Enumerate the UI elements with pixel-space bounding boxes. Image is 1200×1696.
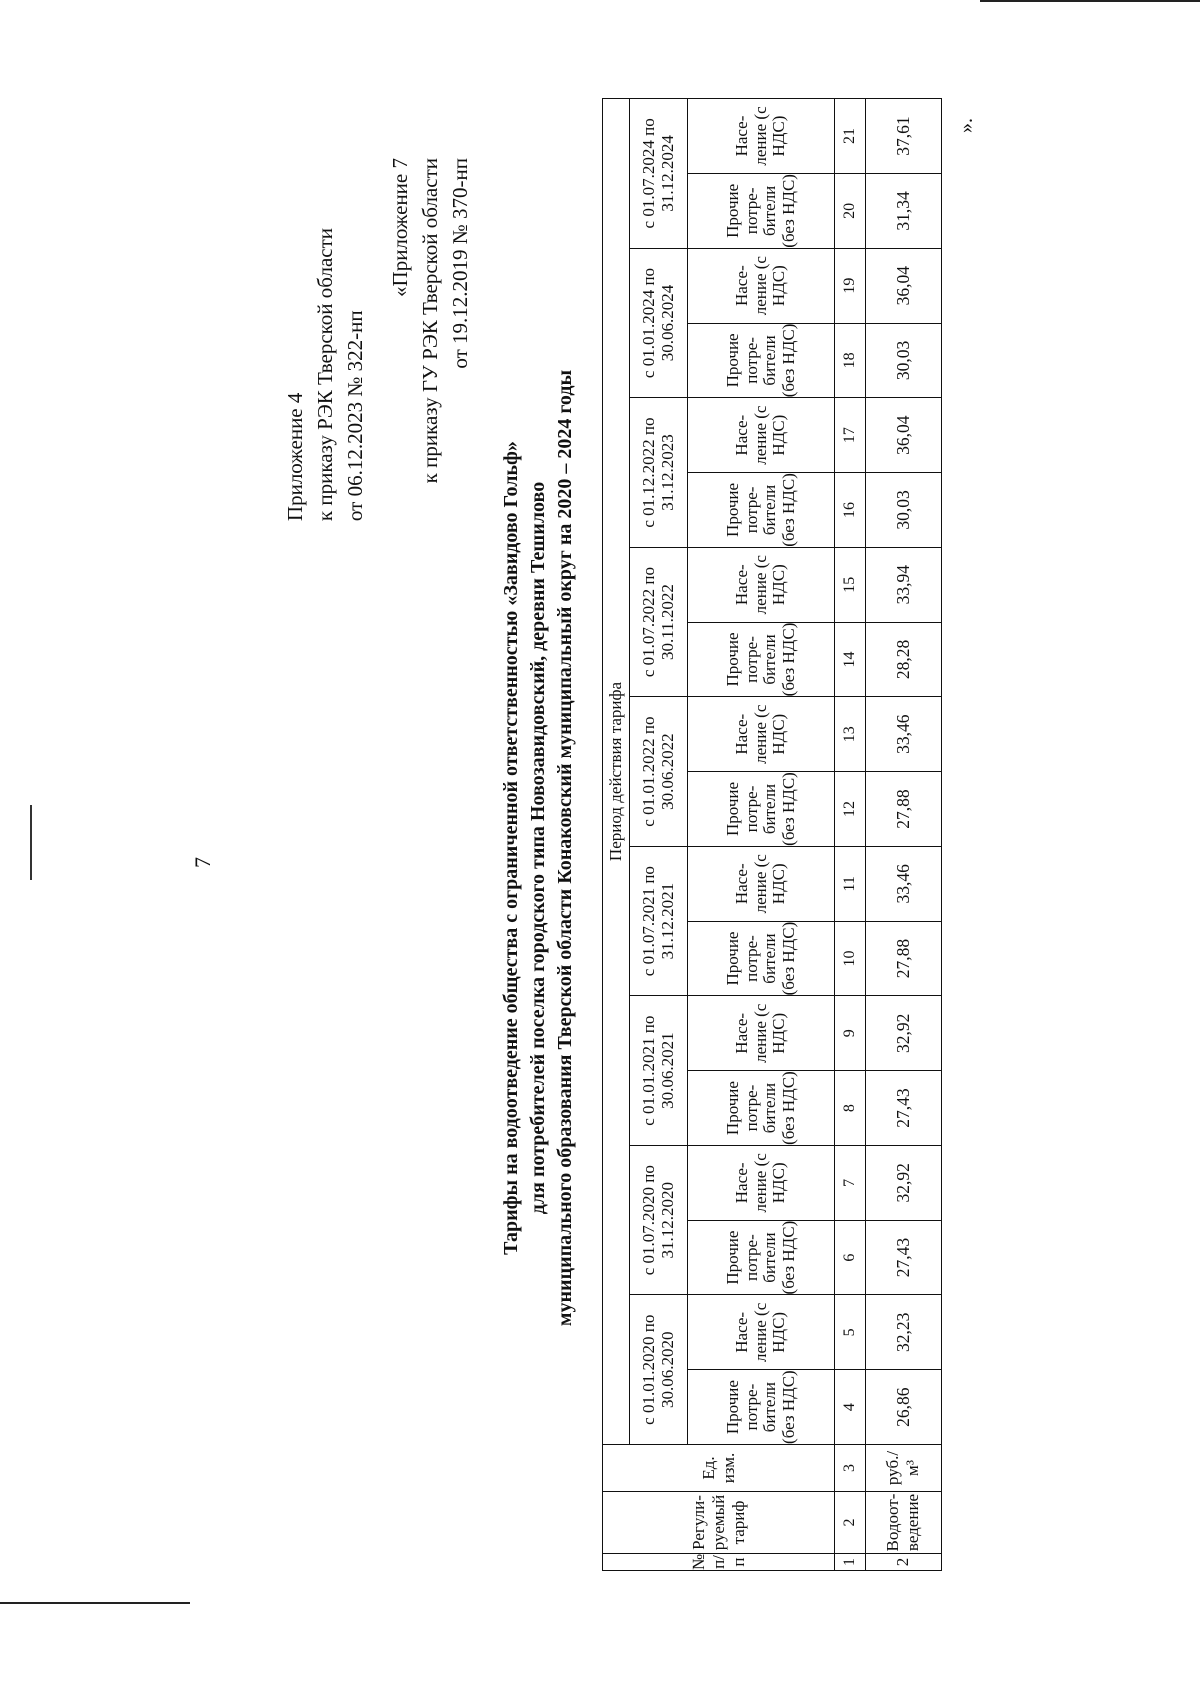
index-row [835,99,865,1571]
subheader-population: Насе-ление (с НДС) [688,398,835,473]
period-header-cell: с 01.01.2020 по 30.06.2020 [629,1295,687,1445]
row-number: 2 [865,1554,941,1571]
header-line: от 06.12.2023 № 322-нп [343,310,367,522]
tariff-value-cell: 33,46 [865,697,941,772]
tariff-value-cell: 37,61 [865,99,941,174]
tariff-value-cell: 27,43 [865,1071,941,1146]
column-index-cell: 10 [835,921,865,996]
period-header-cell: с 01.12.2022 по 31.12.2023 [629,398,687,548]
tariff-value-cell: 27,88 [865,772,941,847]
tariff-value-cell: 31,34 [865,173,941,248]
period-header-cell: с 01.07.2022 по 30.11.2022 [629,547,687,697]
period-header-cell: с 01.01.2022 по 30.06.2022 [629,697,687,847]
period-header-cell: с 01.07.2024 по 31.12.2024 [629,99,687,249]
document-title [498,68,579,1628]
header-line: Приложение 4 [283,392,307,522]
row-unit: руб./м³ [865,1445,941,1492]
tariff-value-cell: 32,92 [865,996,941,1071]
column-index-cell: 16 [835,473,865,548]
column-index-cell: 11 [835,846,865,921]
column-index-cell: 13 [835,697,865,772]
order-header-original [385,158,475,483]
order-header-current [280,228,370,521]
tariff-value-cell: 28,28 [865,622,941,697]
subheader-row [688,99,835,1571]
subheader-other-consumers: Прочие потре-бители (без НДС) [688,323,835,398]
header-line: к приказу ГУ РЭК Тверской области [418,158,442,484]
tariff-value-cell: 27,88 [865,921,941,996]
table-row [865,99,941,1571]
page-number: 7 [190,857,215,868]
column-index-cell: 2 [835,1492,865,1554]
subheader-population: Насе-ление (с НДС) [688,697,835,772]
column-index-cell: 18 [835,323,865,398]
period-row [629,99,687,1571]
subheader-population: Насе-ление (с НДС) [688,99,835,174]
title-line: Тарифы на водоотведение общества с ограниченной ответственностью «Завидово Гольф» [500,441,522,1255]
column-index-cell: 9 [835,996,865,1071]
subheader-other-consumers: Прочие потре-бители (без НДС) [688,473,835,548]
tariff-value-cell: 27,43 [865,1220,941,1295]
column-index-cell: 14 [835,622,865,697]
subheader-other-consumers: Прочие потре-бители (без НДС) [688,1370,835,1445]
table-header-row [603,99,630,1571]
tariff-value-cell: 36,04 [865,248,941,323]
column-index-cell: 5 [835,1295,865,1370]
subheader-other-consumers: Прочие потре-бители (без НДС) [688,1071,835,1146]
column-index-cell: 8 [835,1071,865,1146]
col-header-no: № п/п [603,1554,835,1571]
column-index-cell: 6 [835,1220,865,1295]
subheader-population: Насе-ление (с НДС) [688,547,835,622]
tariff-value-cell: 32,92 [865,1145,941,1220]
subheader-population: Насе-ление (с НДС) [688,846,835,921]
column-index-cell: 19 [835,248,865,323]
subheader-population: Насе-ление (с НДС) [688,1295,835,1370]
col-header-tariff: Регули-руемый тариф [603,1492,835,1554]
row-tariff-name: Водоот-ведение [865,1492,941,1554]
header-line: к приказу РЭК Тверской области [313,228,337,522]
subheader-other-consumers: Прочие потре-бители (без НДС) [688,921,835,996]
period-header-cell: с 01.01.2024 по 30.06.2024 [629,248,687,398]
column-index-cell: 17 [835,398,865,473]
subheader-other-consumers: Прочие потре-бители (без НДС) [688,173,835,248]
column-index-cell: 3 [835,1445,865,1492]
header-line: «Приложение 7 [388,158,412,297]
period-header-cell: с 01.01.2021 по 30.06.2021 [629,996,687,1146]
tariff-value-cell: 30,03 [865,323,941,398]
tariff-value-cell: 36,04 [865,398,941,473]
col-header-unit: Ед. изм. [603,1445,835,1492]
header-line: от 19.12.2019 № 370-нп [448,158,472,369]
column-index-cell: 4 [835,1370,865,1445]
column-index-cell: 20 [835,173,865,248]
tariff-value-cell: 33,94 [865,547,941,622]
column-index-cell: 12 [835,772,865,847]
subheader-other-consumers: Прочие потре-бители (без НДС) [688,772,835,847]
subheader-other-consumers: Прочие потре-бители (без НДС) [688,622,835,697]
tariff-value-cell: 26,86 [865,1370,941,1445]
period-header-cell: с 01.07.2021 по 31.12.2021 [629,846,687,996]
column-index-cell: 21 [835,99,865,174]
tariff-value-cell: 33,46 [865,846,941,921]
document-page [150,68,1050,1628]
subheader-population: Насе-ление (с НДС) [688,996,835,1071]
title-line: муниципального образования Тверской области Конаковский муниципальный округ на 2020 – 2024 годы [554,369,576,1327]
scan-edge-line [980,0,1200,2]
tariff-value-cell: 32,23 [865,1295,941,1370]
column-index-cell: 7 [835,1145,865,1220]
subheader-population: Насе-ление (с НДС) [688,1145,835,1220]
subheader-other-consumers: Прочие потре-бители (без НДС) [688,1220,835,1295]
column-index-cell: 15 [835,547,865,622]
period-header-cell: с 01.07.2020 по 31.12.2020 [629,1145,687,1295]
tariff-value-cell: 30,03 [865,473,941,548]
scan-edge-line [30,805,32,880]
column-index-cell: 1 [835,1554,865,1571]
tariff-table [602,98,942,1571]
closing-quote: ». [955,118,977,133]
subheader-population: Насе-ление (с НДС) [688,248,835,323]
period-header: Период действия тарифа [603,99,630,1445]
title-line: для потребителей поселка городского типа Новозавидовский, деревни Тешилово [527,481,549,1215]
